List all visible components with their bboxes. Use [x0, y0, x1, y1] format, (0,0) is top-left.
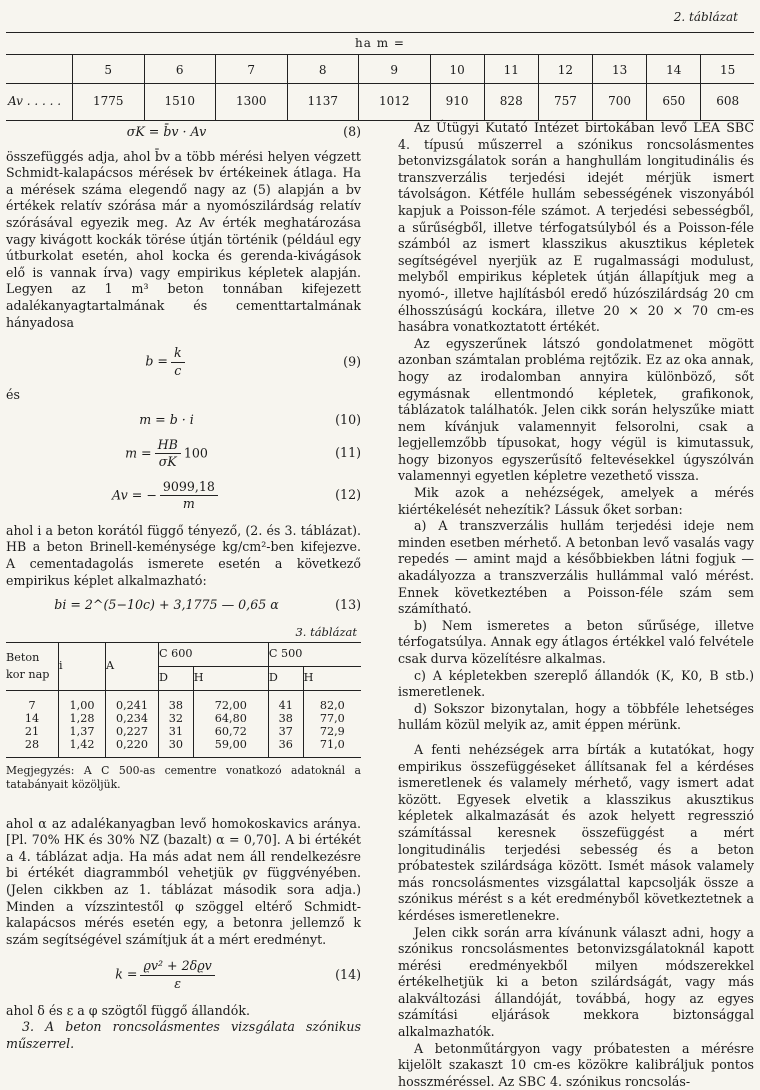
table3-cell: 37 [268, 725, 303, 738]
eq12-number: (12) [335, 487, 361, 503]
table3-body [6, 690, 361, 757]
table3-cell: 60,72 [193, 725, 268, 738]
table3-cell: 28 [6, 738, 59, 758]
right-column [398, 120, 754, 1090]
section-3-heading: 3. A beton roncsolásmentes vizsgálata szónikus műszerrel. [6, 1019, 361, 1051]
paragraph-2: ahol i a beton korától függő tényező, (2. és 3. táblázat). HB a beton Brinell-keménysége kg/cm²-ben kifejezve. A cementadagolás ismerete esetén a következő empirikus képlet alkalmazható: [6, 522, 361, 588]
table3-header-c600: C 600 [159, 643, 269, 667]
table3-cell: 1,37 [59, 725, 106, 738]
table3-cell: 38 [159, 690, 194, 712]
eq11-rhs: 100 [183, 445, 208, 461]
eq13-formula: bi = 2^(5−10c) + 3,1775 — 0,65 α [54, 597, 279, 613]
paragraph-1: összefüggés adja, ahol b̄v a több mérési helyen végzett Schmidt-kalapácsos mérések bv értékeinek átlaga. Ha a mérések száma elegendő nagy az (5) alapján a bv értékek relatív szórása már a nyomószilárdság relatív szórásával egyezik meg. Az Av érték meghatározása vagy kivágott kockák törése útján történik (például egy útburkolat esetén, ahol kocka és gerenda-kivágások elő is vannak írva) vagy empirikus képletek alapján. Legyen az 1 m³ beton tonnában kifejezett adalékanyagtartalmának és cementtartalmának hányadosa [6, 148, 361, 330]
eq10-formula: m = b · i [139, 411, 194, 427]
table2-av-cell: 650 [647, 84, 701, 121]
eq11-numerator: HB [155, 437, 181, 455]
right-paragraph-6: A betonműtárgyon vagy próbatesten a mérésre kijelölt szakaszt 10 cm-es közökre kalibráljuk pontos hosszméréssel. Az SBC 4. szónikus roncsolás- [398, 1040, 754, 1089]
equation-14 [6, 958, 361, 992]
table2-m-cell: 15 [701, 55, 754, 84]
table2-m-cell: 10 [430, 55, 484, 84]
left-column [6, 120, 361, 1052]
eq14-number: (14) [335, 967, 361, 983]
eq14-numerator: ϱv² + 2δϱv [140, 958, 214, 976]
table3-cell: 36 [268, 738, 303, 758]
table2-m-cell: 12 [538, 55, 592, 84]
table3-cell: 59,00 [193, 738, 268, 758]
table3-cell: 30 [159, 738, 194, 758]
right-paragraph-5: Jelen cikk során arra kívánunk választ adni, hogy a szónikus roncsolásmentes betonvizsgálatoknál kapott mérési eredményekből milyen módszerekkel értékelhetjük ki a beton szilárdságát, vagy más alakváltozási állandóját, továbbá, hogy az egyes számítási eljárások mekkora biztonsággal alkalmazhatók. [398, 924, 754, 1040]
table2-m-row [6, 55, 754, 84]
eq9-numerator: k [171, 345, 185, 363]
table3-cell: 0,234 [106, 712, 159, 725]
table2-av-cell: 757 [538, 84, 592, 121]
eq14-denominator: ε [174, 975, 181, 991]
item-c: c) A képletekben szereplő állandók (K, K0, B stb.) ismeretlenek. [398, 667, 754, 700]
eq14-lhs: k = [115, 966, 138, 982]
table3-header-h1: H [193, 667, 268, 691]
table2-caption: 2. táblázat [673, 10, 738, 24]
eq9-denominator: c [174, 362, 182, 378]
table3-cell: 71,0 [303, 738, 361, 758]
right-paragraph-4: A fenti nehézségek arra bírták a kutatókat, hogy empirikus összefüggéseket állítsanak fel a kérdéses ismeretlenek és valamely mérhető, vagy ismert adat között. Egyesek elvetik a klasszikus akusztikus képletek alkalmazását és azok helyett regresszió számítással keresnek összefüggést a mért longitudinális terjedési sebesség és a beton próbatestek szilárdsága között. Ismét mások valamely más roncsolásmentes vizsgálattal kapcsolják össze a szónikus mérést s a két eredményből következtetnek a kérdéses ismeretlenekre. [398, 741, 754, 923]
eq11-lhs: m = [125, 445, 152, 461]
table3-cell: 32 [159, 712, 194, 725]
eq9-number: (9) [343, 353, 361, 369]
table2-av-cell: 910 [430, 84, 484, 121]
table2-m-cell: 7 [216, 55, 288, 84]
table3-header-i: i [59, 643, 106, 690]
right-paragraph-1: Az Útügyi Kutató Intézet birtokában levő LEA SBC 4. típusú műszerrel a szónikus roncsolásmentes betonvizsgálatok során a hanghullám longitudinális és transzverzális terjedési idejét mérjük ismert távolságon. Kétféle hullám sebességének viszonyából kapjuk a Poisson-féle számot. A terjedési sebességből, a sűrűségből, illetve térfogatsúlyból és a Poisson-féle számból az ismert klasszikus akusztikus képletek segítségével nyerjük az E rugalmassági modulust, melyből empirikus képletek útján állapítjuk meg a nyomó-, illetve hajlításból eredő húzószilárdság 20 cm élhosszúságú kockára, illetve 20 × 20 × 70 cm-es hasábra vonatkoztatott értékét. [398, 120, 754, 335]
table2-av-cell: 1510 [144, 84, 216, 121]
eq8-formula: σK = b̄v · Av [126, 124, 207, 139]
item-b: b) Nem ismeretes a beton sűrűsége, illetve térfogatsúlya. Annak egy átlagos értékkel való felvétele csak durva közelítésre alkalmas. [398, 617, 754, 666]
table2-m-cell: 8 [287, 55, 359, 84]
eq11-number: (11) [335, 445, 361, 461]
table2-av-cell: 1137 [287, 84, 359, 121]
right-paragraph-2: Az egyszerűnek látszó gondolatmenet mögött azonban számtalan probléma rejtőzik. Ez az oka annak, hogy az irodalomban annyira különböző, sőt egymásnak ellentmondó képletek, grafikonok, táblázatok találhatók. Jelen cikk során helyszűke miatt nem kívánjuk valamennyit felsorolni, csak a legjellemzőbb típusokat, hogy végül is kimutassuk, hogy bizonyos egyszerűsítő feltevésekkel úgyszólván valamennyi egyetlen képletre vezethető vissza. [398, 335, 754, 484]
table3-cell: 31 [159, 725, 194, 738]
paragraph-4: ahol δ és ε a φ szögtől függő állandók. [6, 1002, 250, 1018]
table2-av-cell: 1012 [359, 84, 431, 121]
paragraph-3: ahol α az adalékanyagban levő homokoskavics aránya. [Pl. 70% HK és 30% NZ (bazalt) α = 0,70]. A bi értékét a 4. táblázat adja. Ha más adat nem áll rendelkezésre bi értékét diagrammból vehetjük ϱv függvényében. (Jelen cikkben az 1. táblázat második sora adja.) Minden a vízszintestől φ szöggel eltérő Schmidt-kalapácsos mérés esetén egy, a betonra jellemző k szám segítségével számítjuk át a mért eredményt. [6, 815, 361, 947]
table2 [6, 32, 754, 121]
table2-av-cell: 608 [701, 84, 754, 121]
table3-header-c500: C 500 [268, 643, 361, 667]
table2-m-cell: 13 [593, 55, 647, 84]
equation-9 [6, 345, 361, 379]
table2-row-label: Av . . . . . [6, 84, 73, 121]
table3-cell: 0,241 [106, 690, 159, 712]
table2-m-cell: 6 [144, 55, 216, 84]
equation-11 [6, 437, 361, 471]
table3-cell: 21 [24, 724, 40, 738]
table3-cell: 64,80 [193, 712, 268, 725]
table2-av-cell: 1300 [216, 84, 288, 121]
table3-caption: 3. táblázat [295, 624, 357, 639]
eq9-lhs: b = [145, 353, 168, 369]
table3-cell: 1,28 [59, 712, 106, 725]
eq11-denominator: σK [158, 454, 177, 470]
table3-cell: 1,42 [59, 738, 106, 758]
equation-13 [6, 597, 361, 614]
table2-av-row [6, 84, 754, 121]
table3-header-d1: D [159, 667, 194, 691]
table2-header: ha m = [6, 33, 754, 55]
table3-header-d2: D [268, 667, 303, 691]
table3-cell: 72,9 [303, 725, 361, 738]
table3-row [6, 712, 361, 725]
table3-row [6, 725, 361, 738]
table3-row [6, 738, 361, 758]
eq12-lhs: Av = − [112, 487, 157, 503]
equation-8 [6, 124, 361, 141]
table3 [6, 642, 361, 757]
es-word: és [6, 387, 20, 403]
equation-10 [6, 412, 361, 429]
table3-cell: 77,0 [303, 712, 361, 725]
table3-header-beton: Beton kor nap [6, 643, 59, 690]
right-paragraph-3: Mik azok a nehézségek, amelyek a mérés kiértékelését nehezítik? Lássuk őket sorban: [398, 485, 754, 517]
equation-12 [6, 479, 361, 513]
table3-cell: 72,00 [193, 690, 268, 712]
table2-av-cell: 828 [484, 84, 538, 121]
eq13-number: (13) [335, 597, 361, 613]
table3-cell: 38 [268, 712, 303, 725]
table3-header-h2: H [303, 667, 361, 691]
table3-cell: 7 [28, 698, 36, 712]
table3-cell: 14 [24, 711, 40, 725]
eq10-number: (10) [335, 411, 361, 427]
table3-header-a: A [106, 643, 159, 690]
item-d: d) Sokszor bizonytalan, hogy a többféle lehetséges hullám közül melyik az, amit éppen mérünk. [398, 700, 754, 733]
table3-cell: 1,00 [59, 690, 106, 712]
table3-note: Megjegyzés: A C 500-as cementre vonatkozó adatoknál a tatabányait közöljük. [6, 763, 361, 791]
table3-row [6, 690, 361, 712]
eq12-denominator: m [182, 496, 195, 512]
item-a: a) A transzverzális hullám terjedési ideje nem minden esetben mérhető. A betonban levő vasalás vagy repedés — amint majd a későbbiekben látni fogjuk — akadályozza a transzverzális hullámmal való mérést. Ennek következtében a Poisson-féle szám sem számítható. [398, 518, 754, 617]
table3-cell: 0,227 [106, 725, 159, 738]
table2-av-cell: 1775 [73, 84, 145, 121]
table3-cell: 0,220 [106, 738, 159, 758]
eq8-number: (8) [343, 124, 361, 139]
table2-m-cell: 5 [73, 55, 145, 84]
table2-m-cell: 14 [647, 55, 701, 84]
table2-m-cell: 9 [359, 55, 431, 84]
table3-cell: 41 [268, 690, 303, 712]
table2-m-cell: 11 [484, 55, 538, 84]
eq12-numerator: 9099,18 [160, 479, 218, 497]
table2-av-cell: 700 [593, 84, 647, 121]
table3-cell: 82,0 [303, 690, 361, 712]
